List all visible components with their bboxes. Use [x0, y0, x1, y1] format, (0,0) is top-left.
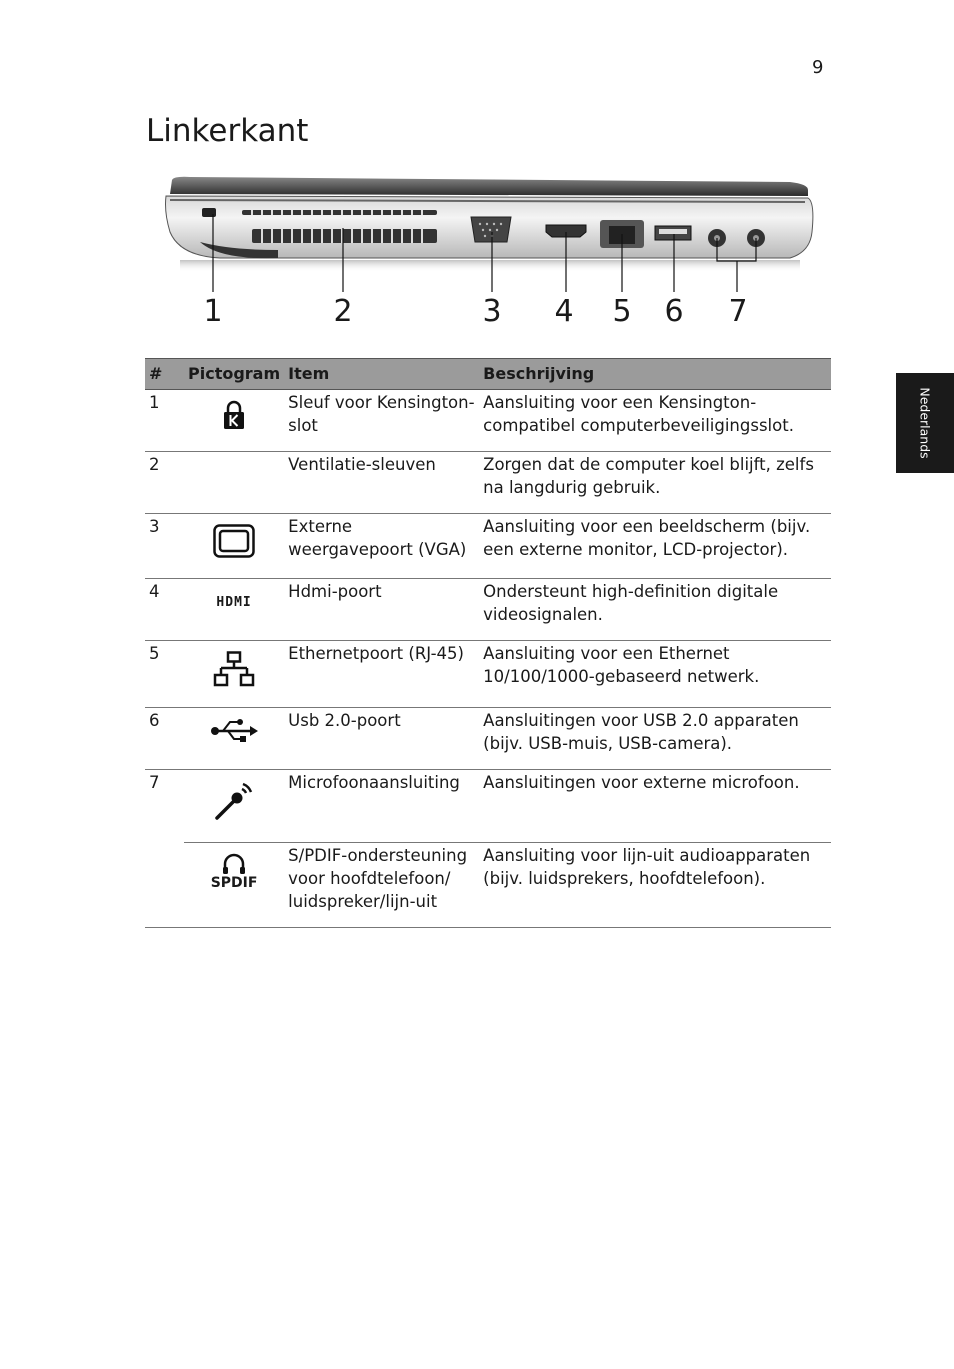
row-item: Usb 2.0-poort — [284, 708, 479, 770]
row-pictogram — [184, 843, 284, 928]
spdif-label: SPDIF — [210, 875, 258, 891]
callout-6: 6 — [664, 294, 684, 329]
row-item: Ethernetpoort (RJ-45) — [284, 641, 479, 708]
row-pictogram — [184, 390, 284, 452]
row-item: Externe weergavepoort (VGA) — [284, 514, 479, 579]
table-header-row — [145, 359, 831, 390]
row-pictogram — [184, 770, 284, 843]
row-description: Aansluiting voor een Ethernet 10/100/1000-gebaseerd netwerk. — [479, 641, 831, 708]
row-pictogram — [184, 708, 284, 770]
row-item: Ventilatie-sleuven — [284, 452, 479, 514]
row-description: Aansluitingen voor externe microfoon. — [479, 770, 831, 843]
laptop-left-side-illustration — [160, 172, 820, 292]
ports-table — [145, 358, 831, 928]
table-row — [145, 579, 831, 641]
row-description: Zorgen dat de computer koel blijft, zelfs na langdurig gebruik. — [479, 452, 831, 514]
kensington-lock-icon — [223, 400, 245, 430]
callout-4: 4 — [554, 294, 574, 329]
table-row — [145, 708, 831, 770]
row-pictogram — [184, 514, 284, 579]
row-number: 7 — [145, 770, 184, 928]
callout-2: 2 — [333, 294, 353, 329]
table-row — [145, 843, 831, 928]
page-number: 9 — [812, 57, 824, 78]
row-description: Aansluiting voor een Kensington-compatibel computerbeveiligingsslot. — [479, 390, 831, 452]
row-number: 3 — [145, 514, 184, 579]
callout-7: 7 — [728, 294, 748, 329]
language-side-tab — [896, 373, 954, 473]
row-pictogram — [184, 641, 284, 708]
row-number: 4 — [145, 579, 184, 641]
ethernet-network-icon — [213, 651, 255, 687]
page-title: Linkerkant — [146, 113, 309, 149]
language-side-tab-label: Nederlands — [917, 387, 933, 459]
row-number: 1 — [145, 390, 184, 452]
callout-3: 3 — [482, 294, 502, 329]
vga-port-icon — [213, 524, 255, 558]
row-item: Microfoonaansluiting — [284, 770, 479, 843]
row-item: Sleuf voor Kensington-slot — [284, 390, 479, 452]
headphone-icon — [221, 853, 247, 875]
row-number: 2 — [145, 452, 184, 514]
row-item: S/PDIF-ondersteuning voor hoofdtelefoon/ luidspreker/lijn-uit — [284, 843, 479, 928]
header-description: Beschrijving — [479, 359, 831, 390]
microphone-icon — [213, 780, 255, 822]
table-row — [145, 390, 831, 452]
table-row — [145, 641, 831, 708]
callout-5: 5 — [612, 294, 632, 329]
laptop-left-side-figure — [160, 172, 820, 342]
row-number: 6 — [145, 708, 184, 770]
header-pictogram: Pictogram — [184, 359, 284, 390]
table-row — [145, 452, 831, 514]
row-item: Hdmi-poort — [284, 579, 479, 641]
usb-icon — [210, 718, 258, 742]
row-description: Ondersteunt high-definition digitale videosignalen. — [479, 579, 831, 641]
row-description: Aansluiting voor lijn-uit audioapparaten (bijv. luidsprekers, hoofdtelefoon). — [479, 843, 831, 928]
callout-1: 1 — [203, 294, 223, 329]
table-row — [145, 770, 831, 843]
hdmi-icon: HDMI — [216, 595, 252, 610]
header-number: # — [145, 359, 184, 390]
row-description: Aansluiting voor een beeldscherm (bijv. een externe monitor, LCD-projector). — [479, 514, 831, 579]
table-row — [145, 514, 831, 579]
row-pictogram — [184, 452, 284, 514]
row-description: Aansluitingen voor USB 2.0 apparaten (bijv. USB-muis, USB-camera). — [479, 708, 831, 770]
header-item: Item — [284, 359, 479, 390]
row-number: 5 — [145, 641, 184, 708]
row-pictogram — [184, 579, 284, 641]
